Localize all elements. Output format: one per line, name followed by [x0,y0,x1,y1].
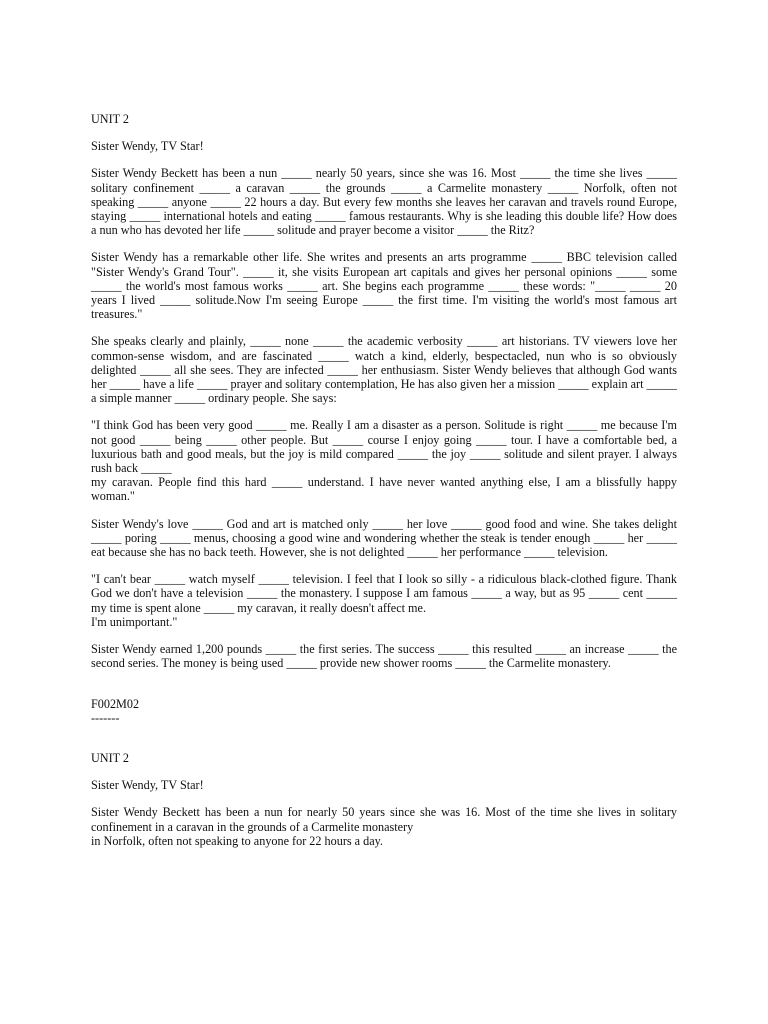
exercise-paragraph-6-part-1: "I can't bear _____ watch myself _____ television. I feel that I look so silly - a ridiculous black-clothed figure. Thank God we don't have a television _____ the monastery. I suppose I am famous _____ a way, but as 95 _____ cent _____ my time is spent alone _____ my caravan, it really doesn't affect me. [91,572,677,615]
separator-line: ------- [91,710,120,725]
exercise-paragraph-4 [91,418,677,503]
exercise-paragraph-2: Sister Wendy has a remarkable other life. She writes and presents an arts programme _____ BBC television called "Sister Wendy's Grand Tour". _____ it, she visits European art capitals and gives her personal opinions _____ some _____ the world's most famous works _____ art. She begins each programme _____ these words: "_____ _____ 20 years I lived _____ solitude.Now I'm seeing Europe _____ the first time. I'm visiting the world's most famous art treasures." [91,250,677,322]
story-title-2: Sister Wendy, TV Star! [91,778,204,793]
exercise-paragraph-4-part-1: "I think God has been very good _____ me. Really I am a disaster as a person. Solitude is right _____ me because I'm not good _____ being _____ other people. But _____ course I enjoy going _____ tour. I have a comfortable bed, a luxurious bath and good meals, but the joy is mild compared _____ the joy _____ solitude and silent prayer. I always rush back _____ [91,418,677,476]
document-page [91,112,677,848]
exercise-paragraph-6 [91,572,677,629]
exercise-paragraph-3: She speaks clearly and plainly, _____ none _____ the academic verbosity _____ art historians. TV viewers love her common-sense wisdom, and are fascinated _____ watch a kind, elderly, bespectacled, nun who is so obviously delighted _____ all she sees. They are infected _____ her enthusiasm. Sister Wendy believes that although God wants her _____ have a life _____ prayer and solitary contemplation, He has also given her a mission _____ explain art _____ a simple manner _____ ordinary people. She says: [91,334,677,406]
unit-heading: UNIT 2 [91,112,130,126]
exercise-paragraph-6-part-2: I'm unimportant." [91,614,178,629]
exercise-paragraph-4-part-2: my caravan. People find this hard _____ understand. I have never wanted anything else, I am a blissfully happy woman." [91,475,677,504]
unit-heading-2: UNIT 2 [91,750,130,765]
exercise-paragraph-1: Sister Wendy Beckett has been a nun _____ nearly 50 years, since she was 16. Most _____ the time she lives _____ solitary confinement _____ a caravan _____ the grounds _____ a Carmelite monastery _____ Norfolk, often not speaking _____ anyone _____ 22 hours a day. But every few months she leaves her caravan and travels round Europe, staying _____ international hotels and eating _____ famous restaurants. Why is she leading this double life? How does a nun who has devoted her life _____ solitude and prayer become a visitor _____ the Ritz? [91,166,677,238]
answer-paragraph [91,805,677,848]
document-code: F002M02 [91,696,140,711]
story-title: Sister Wendy, TV Star! [91,139,204,154]
answer-paragraph-line-2: in Norfolk, often not speaking to anyone for 22 hours a day. [91,833,383,848]
exercise-paragraph-7: Sister Wendy earned 1,200 pounds _____ the first series. The success _____ this resulted _____ an increase _____ the second series. The money is being used _____ provide new shower rooms _____ the Carmelite monastery. [91,642,677,671]
exercise-paragraph-5: Sister Wendy's love _____ God and art is matched only _____ her love _____ good food and wine. She takes delight _____ poring _____ menus, choosing a good wine and wondering whether the steak is tender enough _____ her _____ eat because she has no back teeth. However, she is not delighted _____ her performance _____ television. [91,516,677,560]
answer-paragraph-line-1: Sister Wendy Beckett has been a nun for nearly 50 years since she was 16. Most of the time she lives in solitary confinement in a caravan in the grounds of a Carmelite monastery [91,805,677,834]
